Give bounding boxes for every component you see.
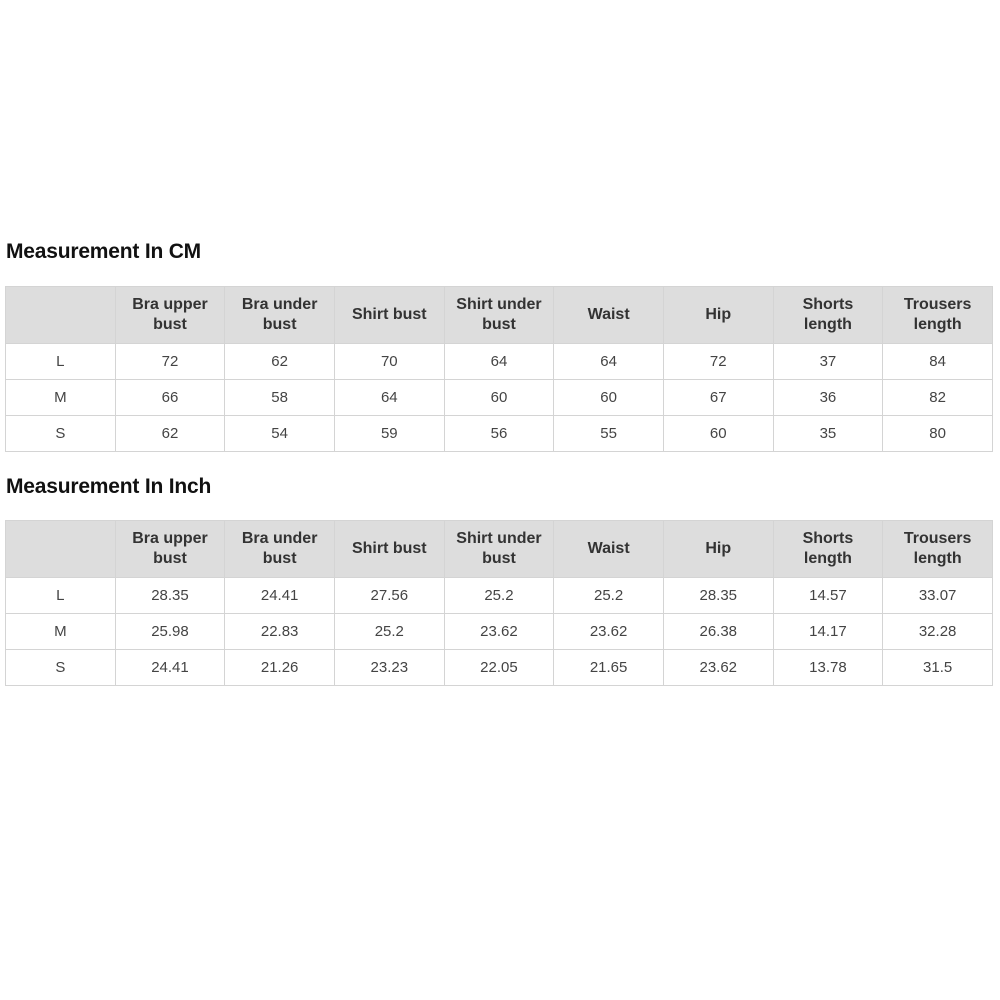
table-cell: 22.05	[444, 650, 554, 686]
header-cell-size	[6, 521, 116, 578]
table-cell: 67	[663, 380, 773, 416]
header-cell-waist: Waist	[554, 521, 664, 578]
size-label-cell: S	[6, 650, 116, 686]
table-cell: 37	[773, 344, 883, 380]
table-cell: 62	[115, 416, 225, 452]
header-cell-bra-under-bust: Bra under bust	[225, 287, 335, 344]
table-cell: 55	[554, 416, 664, 452]
table-cell: 27.56	[334, 578, 444, 614]
table-cell: 22.83	[225, 614, 335, 650]
table-cell: 59	[334, 416, 444, 452]
table-cell: 82	[883, 380, 993, 416]
table-row	[6, 650, 993, 686]
header-cell-waist: Waist	[554, 287, 664, 344]
table-row	[6, 614, 993, 650]
table-cell: 32.28	[883, 614, 993, 650]
table-cell: 25.2	[444, 578, 554, 614]
header-cell-shirt-bust: Shirt bust	[334, 287, 444, 344]
table-cell: 21.65	[554, 650, 664, 686]
inch-size-table	[5, 520, 993, 686]
table-cell: 56	[444, 416, 554, 452]
table-cell: 64	[334, 380, 444, 416]
table-row	[6, 578, 993, 614]
table-cell: 25.2	[554, 578, 664, 614]
size-label-cell: S	[6, 416, 116, 452]
table-cell: 23.62	[663, 650, 773, 686]
table-cell: 36	[773, 380, 883, 416]
table-header-row	[6, 287, 993, 344]
header-cell-bra-under-bust: Bra under bust	[225, 521, 335, 578]
table-cell: 70	[334, 344, 444, 380]
header-cell-trousers-length: Trousers length	[883, 521, 993, 578]
size-label-cell: M	[6, 380, 116, 416]
inch-section-title: Measurement In Inch	[6, 475, 212, 498]
cm-size-table	[5, 286, 993, 452]
table-header-row	[6, 521, 993, 578]
table-cell: 58	[225, 380, 335, 416]
header-cell-bra-upper-bust: Bra upper bust	[115, 521, 225, 578]
header-cell-shorts-length: Shorts length	[773, 287, 883, 344]
table-row	[6, 344, 993, 380]
table-cell: 64	[444, 344, 554, 380]
header-cell-hip: Hip	[663, 287, 773, 344]
table-cell: 31.5	[883, 650, 993, 686]
table-cell: 60	[444, 380, 554, 416]
cm-section-title: Measurement In CM	[6, 240, 201, 263]
table-cell: 23.62	[554, 614, 664, 650]
table-cell: 84	[883, 344, 993, 380]
table-cell: 54	[225, 416, 335, 452]
table-cell: 35	[773, 416, 883, 452]
table-cell: 26.38	[663, 614, 773, 650]
table-cell: 13.78	[773, 650, 883, 686]
table-cell: 72	[115, 344, 225, 380]
table-cell: 24.41	[115, 650, 225, 686]
table-row	[6, 416, 993, 452]
table-cell: 25.98	[115, 614, 225, 650]
size-label-cell: L	[6, 578, 116, 614]
table-cell: 28.35	[115, 578, 225, 614]
table-cell: 14.57	[773, 578, 883, 614]
size-label-cell: L	[6, 344, 116, 380]
table-cell: 60	[663, 416, 773, 452]
table-cell: 33.07	[883, 578, 993, 614]
table-cell: 23.23	[334, 650, 444, 686]
header-cell-shirt-bust: Shirt bust	[334, 521, 444, 578]
table-cell: 28.35	[663, 578, 773, 614]
table-row	[6, 380, 993, 416]
header-cell-hip: Hip	[663, 521, 773, 578]
header-cell-size	[6, 287, 116, 344]
header-cell-bra-upper-bust: Bra upper bust	[115, 287, 225, 344]
table-cell: 60	[554, 380, 664, 416]
table-cell: 72	[663, 344, 773, 380]
table-cell: 24.41	[225, 578, 335, 614]
header-cell-trousers-length: Trousers length	[883, 287, 993, 344]
size-label-cell: M	[6, 614, 116, 650]
header-cell-shirt-under-bust: Shirt under bust	[444, 521, 554, 578]
table-cell: 21.26	[225, 650, 335, 686]
table-cell: 80	[883, 416, 993, 452]
header-cell-shorts-length: Shorts length	[773, 521, 883, 578]
table-cell: 64	[554, 344, 664, 380]
table-cell: 23.62	[444, 614, 554, 650]
header-cell-shirt-under-bust: Shirt under bust	[444, 287, 554, 344]
table-cell: 62	[225, 344, 335, 380]
table-cell: 14.17	[773, 614, 883, 650]
table-cell: 66	[115, 380, 225, 416]
table-cell: 25.2	[334, 614, 444, 650]
